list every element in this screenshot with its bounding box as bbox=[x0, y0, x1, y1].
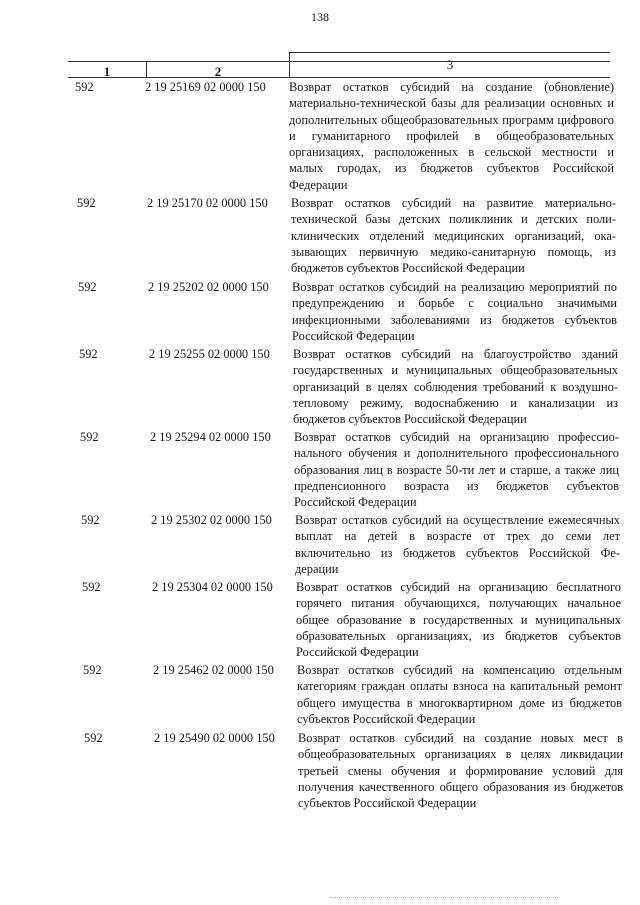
admin-code: 592 bbox=[77, 196, 96, 210]
budget-code: 2 19 25490 02 0000 150 bbox=[154, 731, 275, 745]
admin-code: 592 bbox=[79, 347, 98, 361]
budget-code: 2 19 25302 02 0000 150 bbox=[151, 513, 272, 527]
header-col2-label: 2 bbox=[214, 64, 222, 79]
header-col3-label: 3 bbox=[446, 57, 454, 72]
budget-code: 2 19 25202 02 0000 150 bbox=[148, 280, 269, 294]
description: Возврат остатков субсидий на компенсацию отдельным категориям граждан оплаты взноса на капитальный ремонт общего имущества в многоквартирном доме из бюджетов субъектов Российской Федерации bbox=[297, 663, 622, 726]
admin-code: 592 bbox=[81, 513, 100, 527]
admin-code: 592 bbox=[82, 580, 101, 594]
admin-code: 592 bbox=[83, 663, 102, 677]
header-divider-2 bbox=[289, 52, 290, 77]
description: Возврат остатков субсидий на организацию бесплатного горячего питания обучающихся, получающих начальное общее образование в государственных и муниципальных образовательных организациях, из бюджетов субъектов Российской Федерации bbox=[296, 580, 621, 660]
description: Возврат остатков субсидий на создание новых мест в общеобразовательных организациях в целях ликвидации третьей смены обучения и формирование условий для получения качественного общего образования из бюджетов субъектов Российской Федерации bbox=[298, 731, 623, 811]
header-col3-rule bbox=[290, 52, 610, 53]
budget-code: 2 19 25169 02 0000 150 bbox=[145, 80, 266, 94]
description: Возврат остатков субсидий на развитие материально-технической базы детских поликлиник и детских поликлинических отделений медицинских организаций, оказывающих первичную медико-санитарную помощь, из бюджетов субъектов Российской Федерации bbox=[291, 196, 616, 276]
description: Возврат остатков субсидий на реализацию мероприятий по предупреждению и борьбе с социально значимыми инфекционными заболеваниями из бюджетов субъектов Российской Федерации bbox=[292, 280, 617, 343]
description: Возврат остатков субсидий на осуществление ежемесячных выплат на детей в возрасте от трех до семи лет включительно из бюджетов субъектов Российской Федерации bbox=[295, 513, 620, 576]
page-number: 138 bbox=[311, 10, 329, 24]
header-col1-label: 1 bbox=[103, 64, 111, 79]
admin-code: 592 bbox=[80, 430, 99, 444]
description: Возврат остатков субсидий на создание (обновление) материально-технической базы для реализации основных и дополнительных общеобразовательных программ цифрового и гуманитарного профилей в общеобразовательных организациях, расположенных в сельской местности и малых городах, из бюджетов субъектов Российской Федерации bbox=[289, 80, 614, 192]
budget-code: 2 19 25294 02 0000 150 bbox=[150, 430, 271, 444]
admin-code: 592 bbox=[78, 280, 97, 294]
header-mid-rule bbox=[68, 61, 610, 62]
budget-code: 2 19 25170 02 0000 150 bbox=[147, 196, 268, 210]
budget-code: 2 19 25255 02 0000 150 bbox=[149, 347, 270, 361]
budget-code: 2 19 25462 02 0000 150 bbox=[153, 663, 274, 677]
budget-code: 2 19 25304 02 0000 150 bbox=[152, 580, 273, 594]
description: Возврат остатков субсидий на благоустройство зданий государственных и муниципальных общеобразовательных организаций в целях соблюдения требований к воздушно-тепловому режиму, водоснабжению и канализации из бюджетов субъектов Российской Федерации bbox=[293, 347, 618, 427]
admin-code: 592 bbox=[75, 80, 94, 94]
description: Возврат остатков субсидий на организацию профессионального обучения и дополнительного профессионального образования лиц в возрасте 50-ти лет и старше, а также лиц предпенсионного возраста из бюджетов субъектов Российской Федерации bbox=[294, 430, 619, 510]
scan-artifact bbox=[330, 897, 560, 898]
admin-code: 592 bbox=[84, 731, 103, 745]
